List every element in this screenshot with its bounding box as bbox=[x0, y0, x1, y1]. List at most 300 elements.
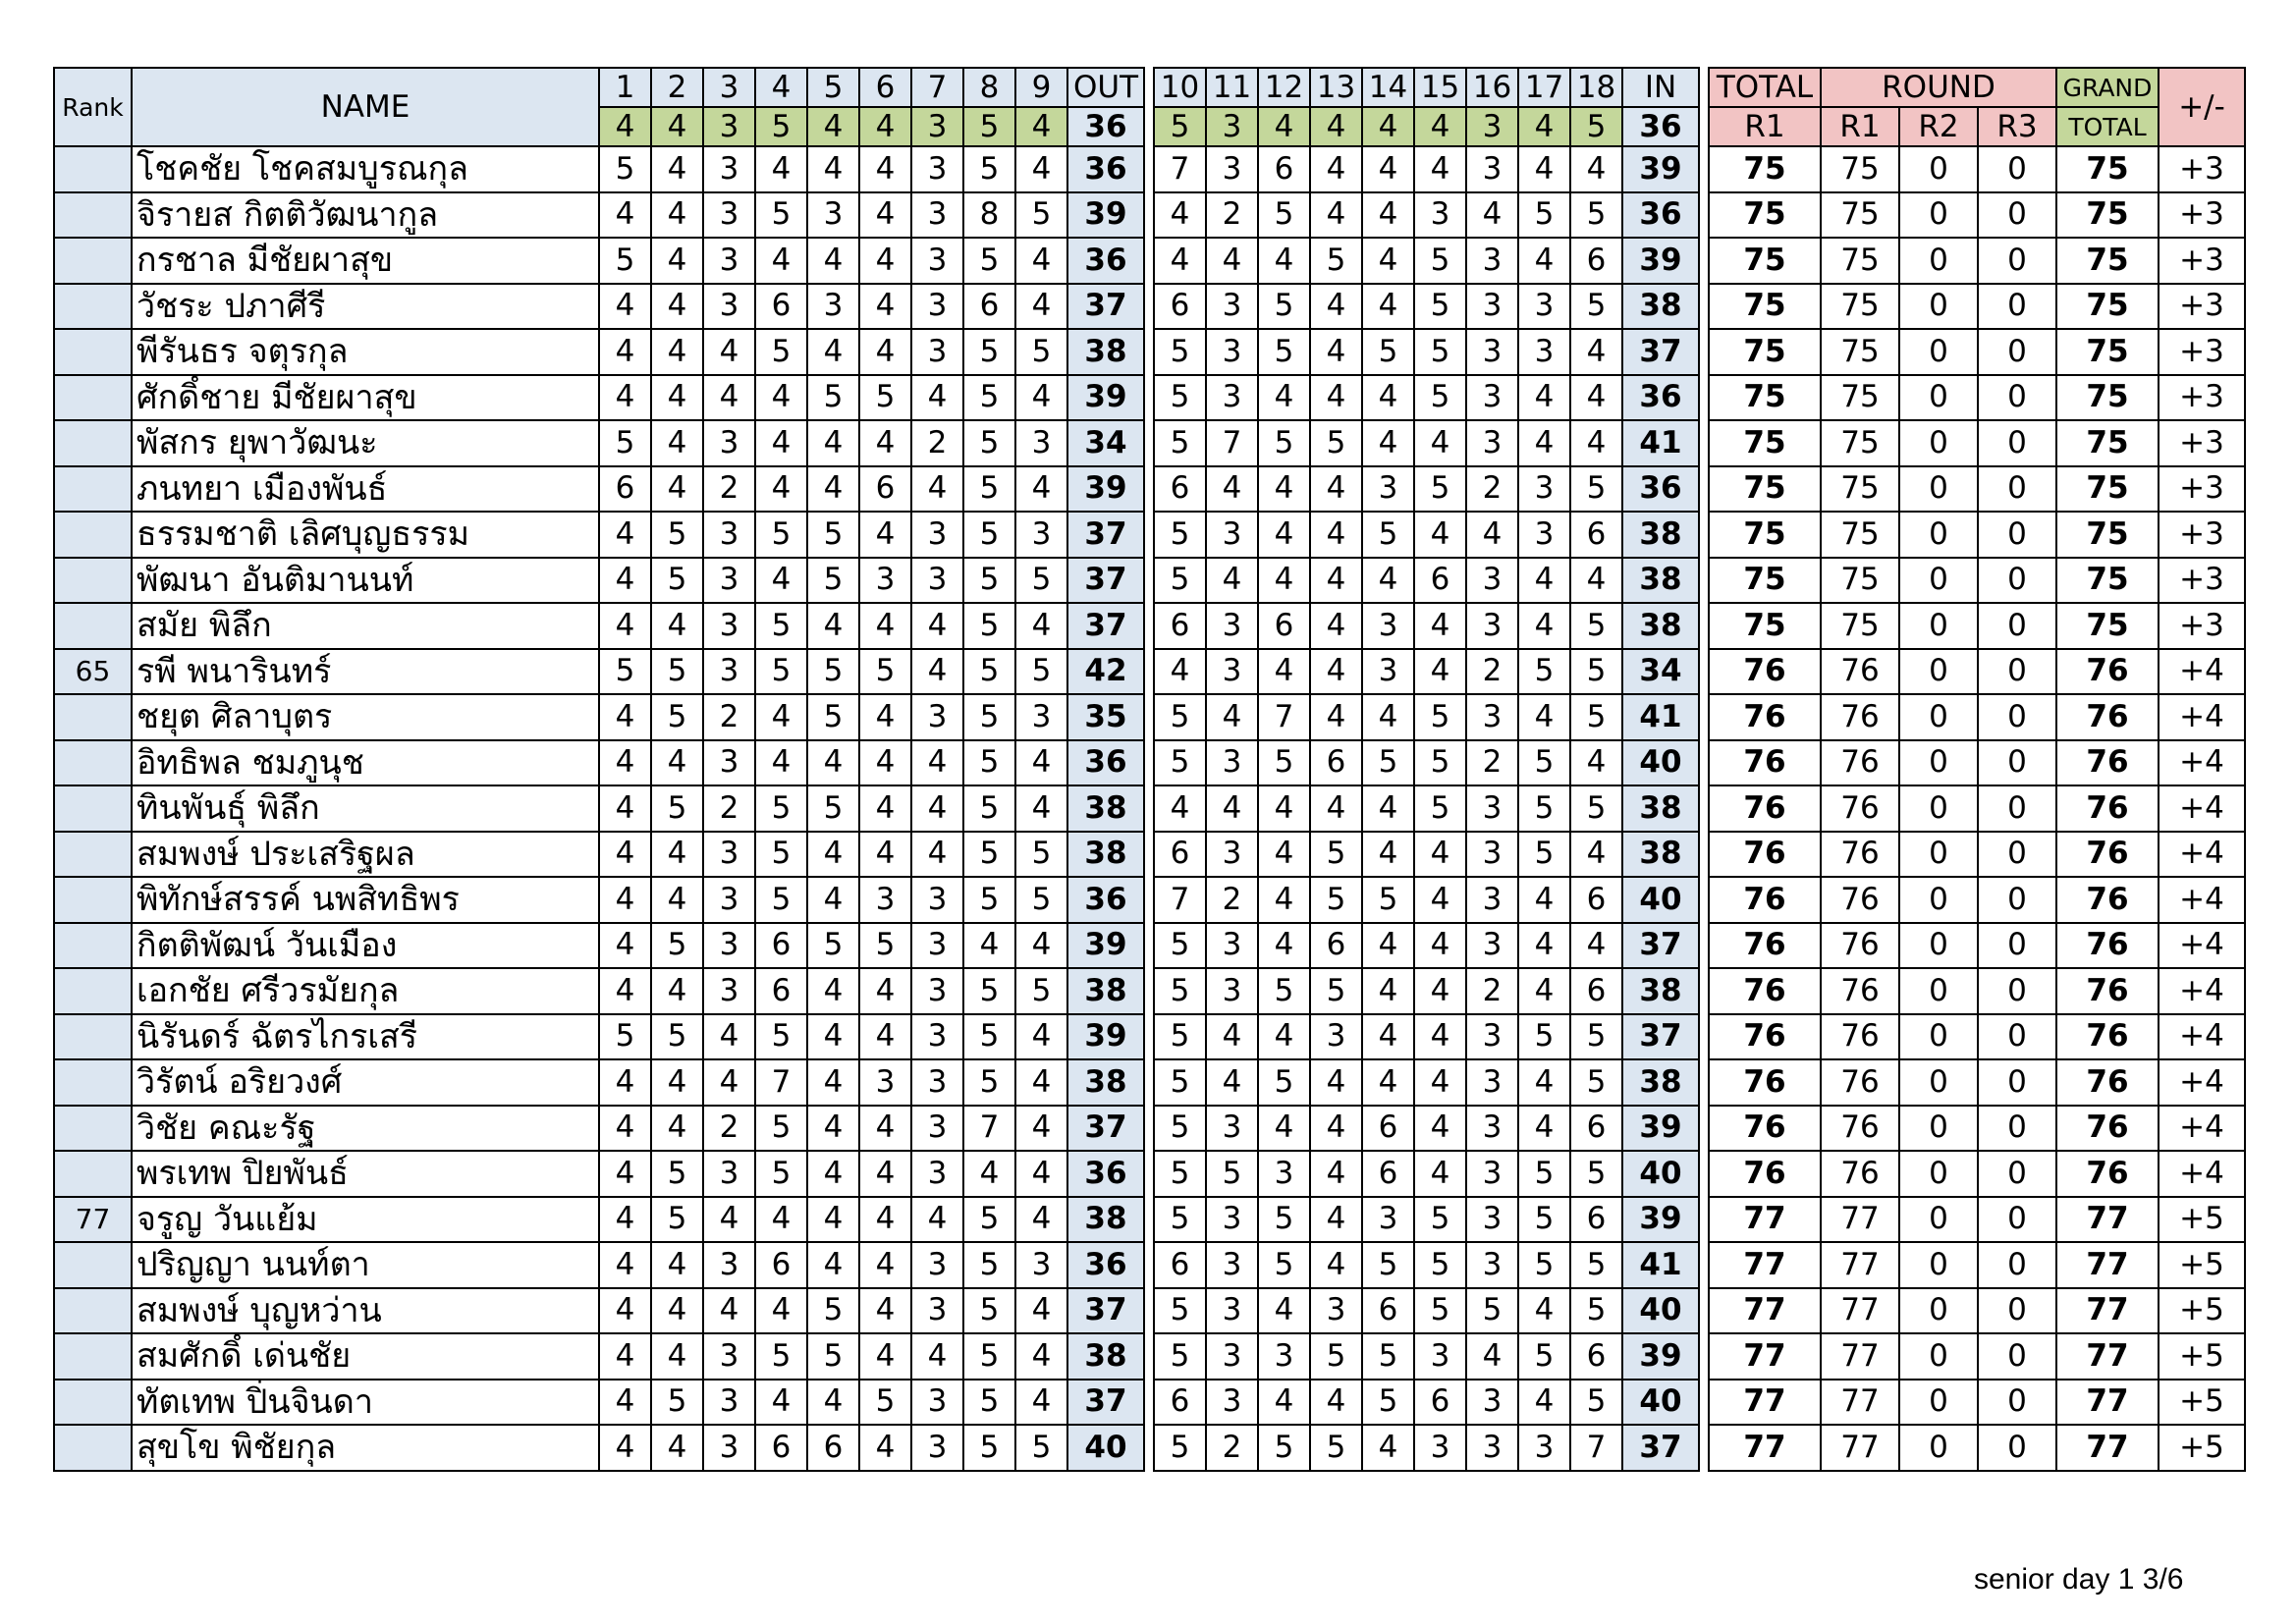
hole-score: 3 bbox=[703, 649, 755, 695]
hole-score: 6 bbox=[1570, 1106, 1622, 1152]
out-total: 34 bbox=[1067, 420, 1144, 466]
rank-cell bbox=[54, 1333, 132, 1380]
hole-score: 4 bbox=[1310, 558, 1362, 604]
hole-score: 4 bbox=[1015, 785, 1067, 832]
round-r2: 0 bbox=[1899, 192, 1978, 239]
column-gap bbox=[1144, 375, 1154, 421]
column-gap bbox=[1699, 512, 1709, 558]
hole-score: 5 bbox=[1154, 1197, 1206, 1243]
hole-score: 5 bbox=[963, 1014, 1015, 1060]
round-r3: 0 bbox=[1978, 1059, 2056, 1106]
column-gap bbox=[1699, 1014, 1709, 1060]
hole-score: 3 bbox=[1206, 923, 1258, 969]
hole-score: 3 bbox=[1206, 1288, 1258, 1334]
out-total: 37 bbox=[1067, 284, 1144, 330]
grand-total: 75 bbox=[2056, 603, 2159, 649]
total-r1: 77 bbox=[1709, 1333, 1821, 1380]
round-r1: 76 bbox=[1821, 1059, 1899, 1106]
hole-score: 4 bbox=[1206, 466, 1258, 513]
par-value: 4 bbox=[599, 107, 651, 146]
round-r3: 0 bbox=[1978, 1425, 2056, 1471]
round-r2: 0 bbox=[1899, 1106, 1978, 1152]
round-r2: 0 bbox=[1899, 968, 1978, 1014]
total-r1: 75 bbox=[1709, 284, 1821, 330]
hole-score: 4 bbox=[807, 329, 859, 375]
player-name: กิตติพัฒน์ วันเมือง bbox=[132, 923, 599, 969]
hole-score: 5 bbox=[1414, 740, 1466, 786]
hole-score: 4 bbox=[1258, 1014, 1310, 1060]
hole-score: 5 bbox=[1414, 375, 1466, 421]
player-name: กรชาล มีชัยผาสุข bbox=[132, 238, 599, 284]
hole-score: 3 bbox=[911, 558, 963, 604]
hole-score: 4 bbox=[807, 146, 859, 192]
rank-cell bbox=[54, 192, 132, 239]
hole-score: 5 bbox=[651, 1014, 703, 1060]
hole-score: 5 bbox=[755, 832, 807, 878]
hole-score: 5 bbox=[963, 1333, 1015, 1380]
grand-total: 76 bbox=[2056, 923, 2159, 969]
hole-score: 6 bbox=[807, 1425, 859, 1471]
rank-cell bbox=[54, 1014, 132, 1060]
player-name: วัชระ ปภาศีรี bbox=[132, 284, 599, 330]
hole-score: 5 bbox=[963, 649, 1015, 695]
hole-score: 2 bbox=[1466, 649, 1518, 695]
hole-score: 5 bbox=[807, 649, 859, 695]
total-r1: 75 bbox=[1709, 558, 1821, 604]
hole-score: 4 bbox=[1206, 238, 1258, 284]
column-gap bbox=[1699, 558, 1709, 604]
grand-total: 76 bbox=[2056, 1151, 2159, 1197]
in-total: 38 bbox=[1622, 968, 1699, 1014]
column-gap bbox=[1144, 832, 1154, 878]
total-header: TOTAL bbox=[1709, 68, 1821, 107]
par-value: 5 bbox=[963, 107, 1015, 146]
hole-score: 6 bbox=[1362, 1106, 1414, 1152]
hole-score: 4 bbox=[807, 1106, 859, 1152]
column-gap bbox=[1699, 1197, 1709, 1243]
in-total: 34 bbox=[1622, 649, 1699, 695]
hole-score: 3 bbox=[703, 968, 755, 1014]
round-r3: 0 bbox=[1978, 649, 2056, 695]
hole-score: 4 bbox=[1154, 649, 1206, 695]
out-total: 36 bbox=[1067, 1242, 1144, 1288]
round-r2: 0 bbox=[1899, 832, 1978, 878]
hole-score: 4 bbox=[1015, 284, 1067, 330]
hole-score: 5 bbox=[1570, 192, 1622, 239]
hole-score: 5 bbox=[1570, 1242, 1622, 1288]
grand-total: 77 bbox=[2056, 1333, 2159, 1380]
hole-score: 3 bbox=[1466, 558, 1518, 604]
diff-to-par: +3 bbox=[2159, 558, 2245, 604]
column-gap bbox=[1144, 603, 1154, 649]
hole-score: 5 bbox=[1154, 1014, 1206, 1060]
hole-score: 5 bbox=[1362, 1242, 1414, 1288]
hole-score: 4 bbox=[1466, 512, 1518, 558]
hole-score: 4 bbox=[1258, 1380, 1310, 1426]
hole-score: 5 bbox=[1015, 558, 1067, 604]
round-r2: 0 bbox=[1899, 284, 1978, 330]
diff-to-par: +3 bbox=[2159, 420, 2245, 466]
rank-cell bbox=[54, 603, 132, 649]
player-name: สมพงษ์ ประเสริฐผล bbox=[132, 832, 599, 878]
hole-score: 4 bbox=[1518, 375, 1570, 421]
round-r2: 0 bbox=[1899, 558, 1978, 604]
hole-score: 5 bbox=[755, 1106, 807, 1152]
scoreboard-table bbox=[53, 67, 2246, 1472]
player-name: โชคชัย โชคสมบูรณกุล bbox=[132, 146, 599, 192]
hole-score: 5 bbox=[599, 420, 651, 466]
hole-score: 3 bbox=[1206, 1242, 1258, 1288]
in-total: 36 bbox=[1622, 375, 1699, 421]
hole-score: 5 bbox=[1258, 284, 1310, 330]
hole-score: 5 bbox=[651, 923, 703, 969]
total-r1: 76 bbox=[1709, 1014, 1821, 1060]
round-r1: 76 bbox=[1821, 1151, 1899, 1197]
hole-score: 4 bbox=[1414, 420, 1466, 466]
out-total: 39 bbox=[1067, 466, 1144, 513]
table-row bbox=[54, 420, 2245, 466]
column-gap bbox=[1144, 1288, 1154, 1334]
out-total: 37 bbox=[1067, 1380, 1144, 1426]
hole-score: 4 bbox=[651, 740, 703, 786]
hole-score: 3 bbox=[703, 832, 755, 878]
hole-score: 3 bbox=[807, 284, 859, 330]
rank-cell bbox=[54, 785, 132, 832]
hole-score: 4 bbox=[807, 877, 859, 923]
column-gap bbox=[1699, 1106, 1709, 1152]
round-r1: 77 bbox=[1821, 1242, 1899, 1288]
diff-header: +/- bbox=[2159, 68, 2245, 146]
round-r2: 0 bbox=[1899, 1333, 1978, 1380]
rank-cell bbox=[54, 512, 132, 558]
hole-score: 4 bbox=[1310, 1242, 1362, 1288]
player-name: พิทักษ์สรรค์ นพสิทธิพร bbox=[132, 877, 599, 923]
hole-score: 5 bbox=[1414, 284, 1466, 330]
column-gap bbox=[1144, 284, 1154, 330]
hole-score: 5 bbox=[963, 968, 1015, 1014]
hole-score: 5 bbox=[1310, 1333, 1362, 1380]
hole-score: 4 bbox=[1362, 694, 1414, 740]
hole-score: 4 bbox=[703, 1014, 755, 1060]
grand-total: 76 bbox=[2056, 968, 2159, 1014]
diff-to-par: +4 bbox=[2159, 694, 2245, 740]
round-r3: 0 bbox=[1978, 1197, 2056, 1243]
out-total: 42 bbox=[1067, 649, 1144, 695]
hole-score: 3 bbox=[1466, 1151, 1518, 1197]
hole-score: 4 bbox=[1015, 466, 1067, 513]
player-name: วิชัย คณะรัฐ bbox=[132, 1106, 599, 1152]
hole-score: 4 bbox=[599, 923, 651, 969]
table-row bbox=[54, 603, 2245, 649]
hole-score: 4 bbox=[1310, 466, 1362, 513]
out-total: 38 bbox=[1067, 832, 1144, 878]
diff-to-par: +3 bbox=[2159, 375, 2245, 421]
diff-to-par: +3 bbox=[2159, 146, 2245, 192]
hole-score: 3 bbox=[911, 512, 963, 558]
hole-score: 4 bbox=[755, 694, 807, 740]
hole-score: 4 bbox=[1414, 512, 1466, 558]
hole-score: 4 bbox=[703, 1197, 755, 1243]
hole-score: 7 bbox=[1570, 1425, 1622, 1471]
hole-score: 5 bbox=[963, 1380, 1015, 1426]
rank-cell bbox=[54, 1242, 132, 1288]
hole-score: 3 bbox=[1466, 832, 1518, 878]
column-gap bbox=[1699, 1425, 1709, 1471]
hole-score: 4 bbox=[651, 466, 703, 513]
out-total: 38 bbox=[1067, 1059, 1144, 1106]
hole-score: 4 bbox=[1206, 785, 1258, 832]
hole-score: 4 bbox=[1362, 923, 1414, 969]
round-r1: 77 bbox=[1821, 1425, 1899, 1471]
rank-cell bbox=[54, 375, 132, 421]
hole-score: 5 bbox=[1362, 740, 1414, 786]
hole-score: 4 bbox=[1258, 512, 1310, 558]
hole-score: 4 bbox=[1466, 1333, 1518, 1380]
hole-score: 2 bbox=[1206, 1425, 1258, 1471]
table-row bbox=[54, 1059, 2245, 1106]
hole-score: 5 bbox=[1570, 603, 1622, 649]
hole-score: 5 bbox=[963, 558, 1015, 604]
player-name: ปริญญา นนท์ตา bbox=[132, 1242, 599, 1288]
hole-score: 4 bbox=[599, 558, 651, 604]
hole-score: 5 bbox=[1518, 1242, 1570, 1288]
hole-score: 4 bbox=[703, 329, 755, 375]
hole-score: 3 bbox=[911, 968, 963, 1014]
hole-score: 3 bbox=[1015, 512, 1067, 558]
hole-score: 4 bbox=[651, 284, 703, 330]
hole-score: 4 bbox=[1310, 1106, 1362, 1152]
hole-score: 4 bbox=[911, 740, 963, 786]
hole-score: 5 bbox=[963, 329, 1015, 375]
hole-score: 4 bbox=[1258, 877, 1310, 923]
hole-score: 4 bbox=[599, 1059, 651, 1106]
column-gap bbox=[1144, 968, 1154, 1014]
hole-score: 3 bbox=[1206, 832, 1258, 878]
hole-score: 5 bbox=[651, 1197, 703, 1243]
player-name: วิรัตน์ อริยวงศ์ bbox=[132, 1059, 599, 1106]
hole-score: 4 bbox=[1015, 923, 1067, 969]
hole-score: 5 bbox=[1570, 1014, 1622, 1060]
round-r2: 0 bbox=[1899, 329, 1978, 375]
hole-score: 3 bbox=[1466, 877, 1518, 923]
hole-score: 4 bbox=[1518, 1059, 1570, 1106]
table-row bbox=[54, 375, 2245, 421]
hole-score: 5 bbox=[651, 1151, 703, 1197]
column-gap bbox=[1699, 1151, 1709, 1197]
hole-score: 3 bbox=[911, 1106, 963, 1152]
hole-score: 4 bbox=[1258, 923, 1310, 969]
round-r3: 0 bbox=[1978, 603, 2056, 649]
hole-score: 5 bbox=[1258, 968, 1310, 1014]
table-row bbox=[54, 923, 2245, 969]
round-r3: 0 bbox=[1978, 1151, 2056, 1197]
hole-score: 5 bbox=[1258, 192, 1310, 239]
table-row bbox=[54, 1106, 2245, 1152]
hole-score: 3 bbox=[1206, 1197, 1258, 1243]
in-total: 38 bbox=[1622, 558, 1699, 604]
player-name: อิทธิพล ชมภูนุช bbox=[132, 740, 599, 786]
hole-score: 6 bbox=[1154, 284, 1206, 330]
total-r1: 76 bbox=[1709, 694, 1821, 740]
round-r1: 76 bbox=[1821, 694, 1899, 740]
total-r1: 76 bbox=[1709, 877, 1821, 923]
hole-score: 6 bbox=[1310, 740, 1362, 786]
hole-score: 3 bbox=[1310, 1014, 1362, 1060]
table-row bbox=[54, 146, 2245, 192]
hole-score: 4 bbox=[1206, 694, 1258, 740]
hole-score: 4 bbox=[1310, 649, 1362, 695]
hole-score: 4 bbox=[1258, 649, 1310, 695]
hole-score: 5 bbox=[1154, 694, 1206, 740]
hole-score: 4 bbox=[1015, 1288, 1067, 1334]
hole-score: 5 bbox=[807, 512, 859, 558]
hole-score: 5 bbox=[1570, 284, 1622, 330]
hole-score: 5 bbox=[807, 375, 859, 421]
hole-header: 15 bbox=[1414, 68, 1466, 107]
hole-score: 2 bbox=[911, 420, 963, 466]
hole-score: 3 bbox=[911, 877, 963, 923]
grand-total: 75 bbox=[2056, 375, 2159, 421]
par-value: 3 bbox=[1466, 107, 1518, 146]
round-r2: 0 bbox=[1899, 1425, 1978, 1471]
hole-score: 5 bbox=[755, 329, 807, 375]
round-r1: 75 bbox=[1821, 284, 1899, 330]
hole-score: 4 bbox=[807, 466, 859, 513]
round-r1: 76 bbox=[1821, 649, 1899, 695]
round-r2: 0 bbox=[1899, 877, 1978, 923]
player-name: สมศักดิ์ เด่นชัย bbox=[132, 1333, 599, 1380]
hole-score: 5 bbox=[1015, 877, 1067, 923]
hole-score: 3 bbox=[911, 1059, 963, 1106]
hole-score: 5 bbox=[963, 785, 1015, 832]
hole-score: 4 bbox=[1206, 1059, 1258, 1106]
hole-score: 4 bbox=[1570, 146, 1622, 192]
hole-score: 7 bbox=[755, 1059, 807, 1106]
column-gap bbox=[1144, 1151, 1154, 1197]
hole-header: 10 bbox=[1154, 68, 1206, 107]
out-total: 38 bbox=[1067, 1197, 1144, 1243]
player-name: รพี พนารินทร์ bbox=[132, 649, 599, 695]
diff-to-par: +5 bbox=[2159, 1425, 2245, 1471]
grand-total: 75 bbox=[2056, 284, 2159, 330]
hole-score: 3 bbox=[859, 1059, 911, 1106]
par-value: 3 bbox=[1206, 107, 1258, 146]
hole-score: 5 bbox=[1518, 740, 1570, 786]
grand-total: 77 bbox=[2056, 1242, 2159, 1288]
hole-score: 5 bbox=[1570, 1059, 1622, 1106]
hole-score: 4 bbox=[859, 694, 911, 740]
diff-to-par: +4 bbox=[2159, 923, 2245, 969]
round-r1: 75 bbox=[1821, 192, 1899, 239]
in-total: 37 bbox=[1622, 1425, 1699, 1471]
hole-score: 4 bbox=[859, 238, 911, 284]
grand-total: 75 bbox=[2056, 558, 2159, 604]
hole-score: 3 bbox=[1206, 512, 1258, 558]
column-gap bbox=[1699, 329, 1709, 375]
hole-score: 4 bbox=[859, 329, 911, 375]
grand-total: 75 bbox=[2056, 329, 2159, 375]
grand-total: 76 bbox=[2056, 832, 2159, 878]
hole-score: 4 bbox=[755, 466, 807, 513]
in-total: 39 bbox=[1622, 146, 1699, 192]
total-r1: 76 bbox=[1709, 785, 1821, 832]
hole-score: 6 bbox=[1414, 1380, 1466, 1426]
player-name: เอกชัย ศรีวรมัยกุล bbox=[132, 968, 599, 1014]
hole-score: 4 bbox=[651, 1425, 703, 1471]
round-r2: 0 bbox=[1899, 649, 1978, 695]
hole-score: 4 bbox=[963, 1151, 1015, 1197]
hole-score: 5 bbox=[1362, 877, 1414, 923]
par-value: 4 bbox=[1258, 107, 1310, 146]
hole-score: 4 bbox=[599, 603, 651, 649]
table-row bbox=[54, 329, 2245, 375]
hole-score: 4 bbox=[1015, 1106, 1067, 1152]
total-r1: 75 bbox=[1709, 192, 1821, 239]
hole-score: 4 bbox=[1518, 238, 1570, 284]
column-gap bbox=[1144, 1333, 1154, 1380]
hole-header: 9 bbox=[1015, 68, 1067, 107]
total-r1: 75 bbox=[1709, 329, 1821, 375]
hole-score: 4 bbox=[755, 420, 807, 466]
hole-score: 4 bbox=[651, 238, 703, 284]
hole-score: 4 bbox=[1414, 877, 1466, 923]
hole-score: 4 bbox=[651, 420, 703, 466]
grand-total: 75 bbox=[2056, 146, 2159, 192]
hole-score: 4 bbox=[1310, 146, 1362, 192]
hole-score: 6 bbox=[1258, 146, 1310, 192]
hole-score: 3 bbox=[911, 146, 963, 192]
hole-score: 6 bbox=[599, 466, 651, 513]
total-r1: 77 bbox=[1709, 1380, 1821, 1426]
hole-score: 3 bbox=[911, 329, 963, 375]
hole-score: 4 bbox=[859, 1333, 911, 1380]
hole-score: 5 bbox=[651, 512, 703, 558]
hole-score: 4 bbox=[599, 284, 651, 330]
hole-score: 4 bbox=[1570, 740, 1622, 786]
round-r1: 76 bbox=[1821, 877, 1899, 923]
hole-score: 5 bbox=[963, 1197, 1015, 1243]
hole-score: 3 bbox=[1466, 1425, 1518, 1471]
hole-score: 4 bbox=[1310, 284, 1362, 330]
player-name: จิรายส กิตติวัฒนากูล bbox=[132, 192, 599, 239]
hole-score: 6 bbox=[1154, 466, 1206, 513]
grand-total: 76 bbox=[2056, 1106, 2159, 1152]
hole-score: 5 bbox=[599, 146, 651, 192]
hole-score: 5 bbox=[807, 558, 859, 604]
hole-header: 7 bbox=[911, 68, 963, 107]
hole-score: 6 bbox=[1570, 877, 1622, 923]
hole-score: 4 bbox=[651, 1059, 703, 1106]
rank-cell bbox=[54, 420, 132, 466]
hole-score: 4 bbox=[1154, 785, 1206, 832]
hole-score: 4 bbox=[807, 603, 859, 649]
rank-cell bbox=[54, 1288, 132, 1334]
hole-score: 5 bbox=[1310, 968, 1362, 1014]
hole-score: 3 bbox=[1206, 1380, 1258, 1426]
hole-score: 4 bbox=[807, 1059, 859, 1106]
hole-score: 3 bbox=[703, 146, 755, 192]
column-gap bbox=[1699, 192, 1709, 239]
in-total: 39 bbox=[1622, 1106, 1699, 1152]
hole-score: 3 bbox=[1414, 1333, 1466, 1380]
hole-score: 7 bbox=[963, 1106, 1015, 1152]
in-total: 38 bbox=[1622, 603, 1699, 649]
hole-score: 4 bbox=[859, 1151, 911, 1197]
out-header: OUT bbox=[1067, 68, 1144, 107]
hole-score: 4 bbox=[1570, 923, 1622, 969]
hole-score: 5 bbox=[1015, 832, 1067, 878]
par-value: 4 bbox=[1362, 107, 1414, 146]
